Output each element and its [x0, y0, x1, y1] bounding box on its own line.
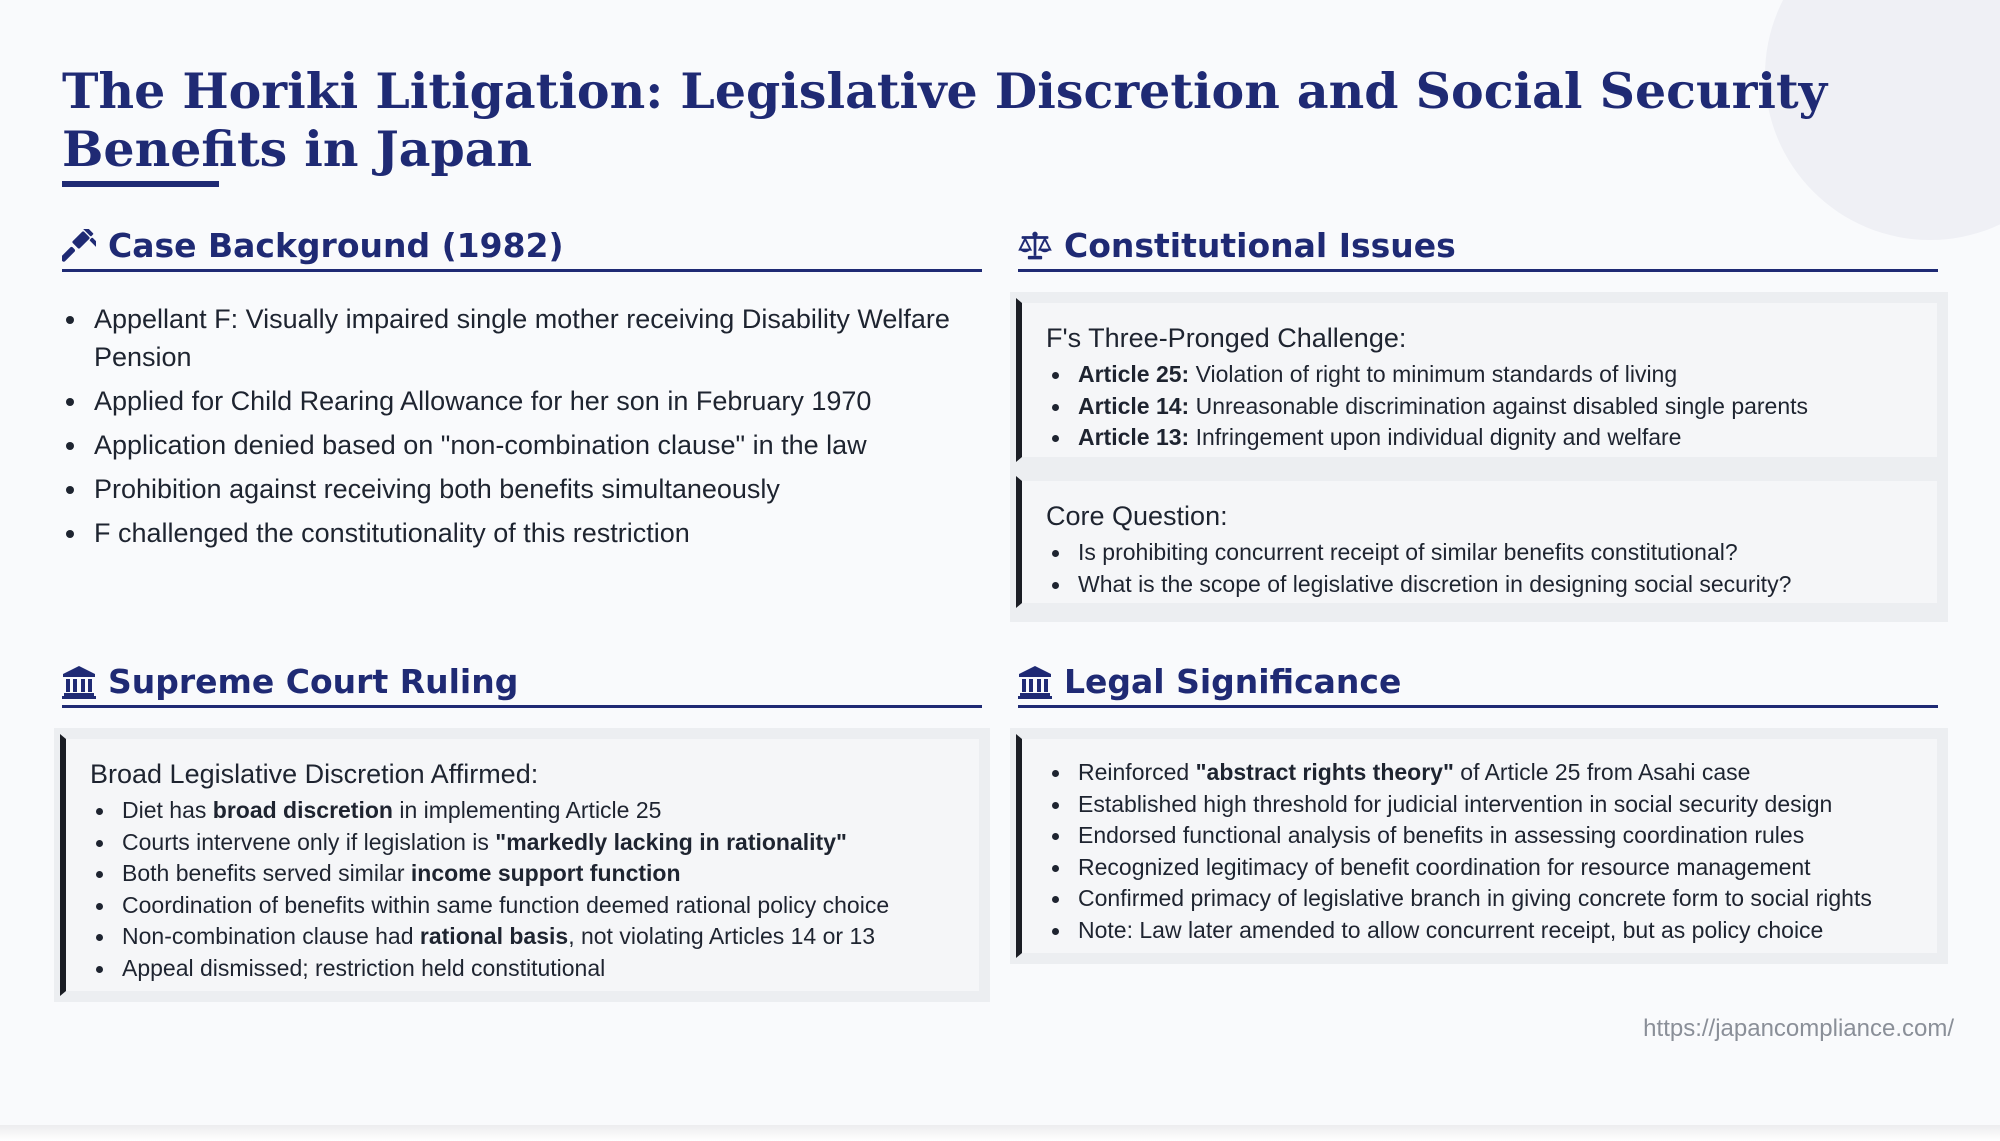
- list-item: [1046, 883, 1915, 915]
- item-text: in implementing Article 25: [392, 797, 662, 823]
- item-text: of Article 25 from Asahi case: [1453, 759, 1751, 785]
- ruling-box: [60, 734, 984, 996]
- list-item: [1046, 852, 1915, 884]
- background-list: [62, 300, 982, 558]
- core-question-list: [1046, 537, 1915, 600]
- courthouse-icon: [62, 665, 96, 699]
- item-text: Confirmed primacy of legislative branch in giving concrete form to social rights: [1078, 885, 1872, 911]
- section-title: Supreme Court Ruling: [108, 662, 519, 701]
- article-label: Article 14:: [1078, 392, 1190, 419]
- list-item: Applied for Child Rearing Allowance for her son in February 1970: [62, 382, 982, 420]
- item-text: Appeal dismissed; restriction held constitutional: [122, 954, 606, 981]
- item-text: Established high threshold for judicial intervention in social security design: [1078, 790, 1833, 817]
- item-text: Coordination of benefits within same function deemed rational policy choice: [122, 891, 890, 918]
- item-emphasis: "markedly lacking in rationality": [495, 828, 847, 855]
- article-label: Article 13:: [1078, 424, 1190, 450]
- box-heading: Core Question:: [1046, 501, 1228, 531]
- scale-icon: [1018, 229, 1052, 263]
- list-item: [1046, 359, 1915, 391]
- list-item: [1046, 757, 1915, 789]
- page-title: The Horiki Litigation: Legislative Discretion and Social Security Benefits in Japan: [62, 62, 1828, 178]
- significance-list: [1046, 757, 1915, 946]
- list-item: [90, 858, 957, 890]
- article-text: Violation of right to minimum standards of living: [1189, 361, 1678, 387]
- list-item: [90, 795, 957, 827]
- section-title: Legal Significance: [1064, 662, 1402, 701]
- section-heading-ruling: [62, 658, 982, 708]
- list-item: Application denied based on "non-combination clause" in the law: [62, 426, 982, 464]
- box-heading: Broad Legislative Discretion Affirmed:: [90, 759, 539, 789]
- article-text: Unreasonable discrimination against disabled single parents: [1189, 392, 1809, 419]
- item-text: Note: Law later amended to allow concurrent receipt, but as policy choice: [1078, 916, 1824, 943]
- list-item: F challenged the constitutionality of this restriction: [62, 514, 982, 552]
- section-title: Constitutional Issues: [1064, 226, 1456, 265]
- item-text: , not violating Articles 14 or 13: [568, 923, 876, 949]
- list-item: [1046, 391, 1915, 423]
- list-item: [90, 953, 957, 985]
- item-text: Endorsed functional analysis of benefits in assessing coordination rules: [1078, 822, 1805, 848]
- title-underline: [62, 181, 219, 187]
- list-item: [90, 890, 957, 922]
- item-text: Both benefits served similar: [122, 860, 411, 886]
- list-item: [1046, 422, 1915, 454]
- list-item: [1046, 820, 1915, 852]
- item-emphasis: broad discretion: [212, 797, 393, 823]
- page-shadow: [0, 1125, 2000, 1141]
- gavel-icon: [62, 229, 96, 263]
- list-item: What is the scope of legislative discretion in designing social security?: [1046, 569, 1915, 601]
- list-item: [1046, 915, 1915, 947]
- list-item: [90, 827, 957, 859]
- item-text: Courts intervene only if legislation is: [122, 828, 496, 855]
- section-heading-constitutional: [1018, 222, 1938, 272]
- section-title: Case Background (1982): [108, 226, 564, 265]
- core-question-box: [1016, 476, 1942, 608]
- list-item: Prohibition against receiving both benefits simultaneously: [62, 470, 982, 508]
- challenge-list: [1046, 359, 1915, 454]
- footer-url: https://japancompliance.com/: [1643, 1015, 1954, 1042]
- ruling-list: [90, 795, 957, 984]
- list-item: Appellant F: Visually impaired single mother receiving Disability Welfare Pension: [62, 300, 982, 376]
- item-text: Non-combination clause had: [122, 923, 420, 949]
- item-emphasis: income support function: [410, 860, 681, 886]
- box-heading: F's Three-Pronged Challenge:: [1046, 323, 1407, 353]
- section-heading-background: [62, 222, 982, 272]
- list-item: [90, 921, 957, 953]
- item-text: Diet has: [122, 797, 213, 823]
- courthouse-icon: [1018, 665, 1052, 699]
- section-heading-significance: [1018, 658, 1938, 708]
- item-text: Recognized legitimacy of benefit coordination for resource management: [1078, 853, 1811, 880]
- list-item: [1046, 789, 1915, 821]
- significance-box: [1016, 734, 1942, 958]
- item-text: Reinforced: [1078, 759, 1196, 785]
- challenge-box: [1016, 298, 1942, 462]
- article-label: Article 25:: [1078, 361, 1190, 387]
- article-text: Infringement upon individual dignity and welfare: [1189, 424, 1682, 450]
- item-emphasis: "abstract rights theory": [1195, 759, 1454, 785]
- item-emphasis: rational basis: [419, 923, 569, 949]
- list-item: Is prohibiting concurrent receipt of similar benefits constitutional?: [1046, 537, 1915, 569]
